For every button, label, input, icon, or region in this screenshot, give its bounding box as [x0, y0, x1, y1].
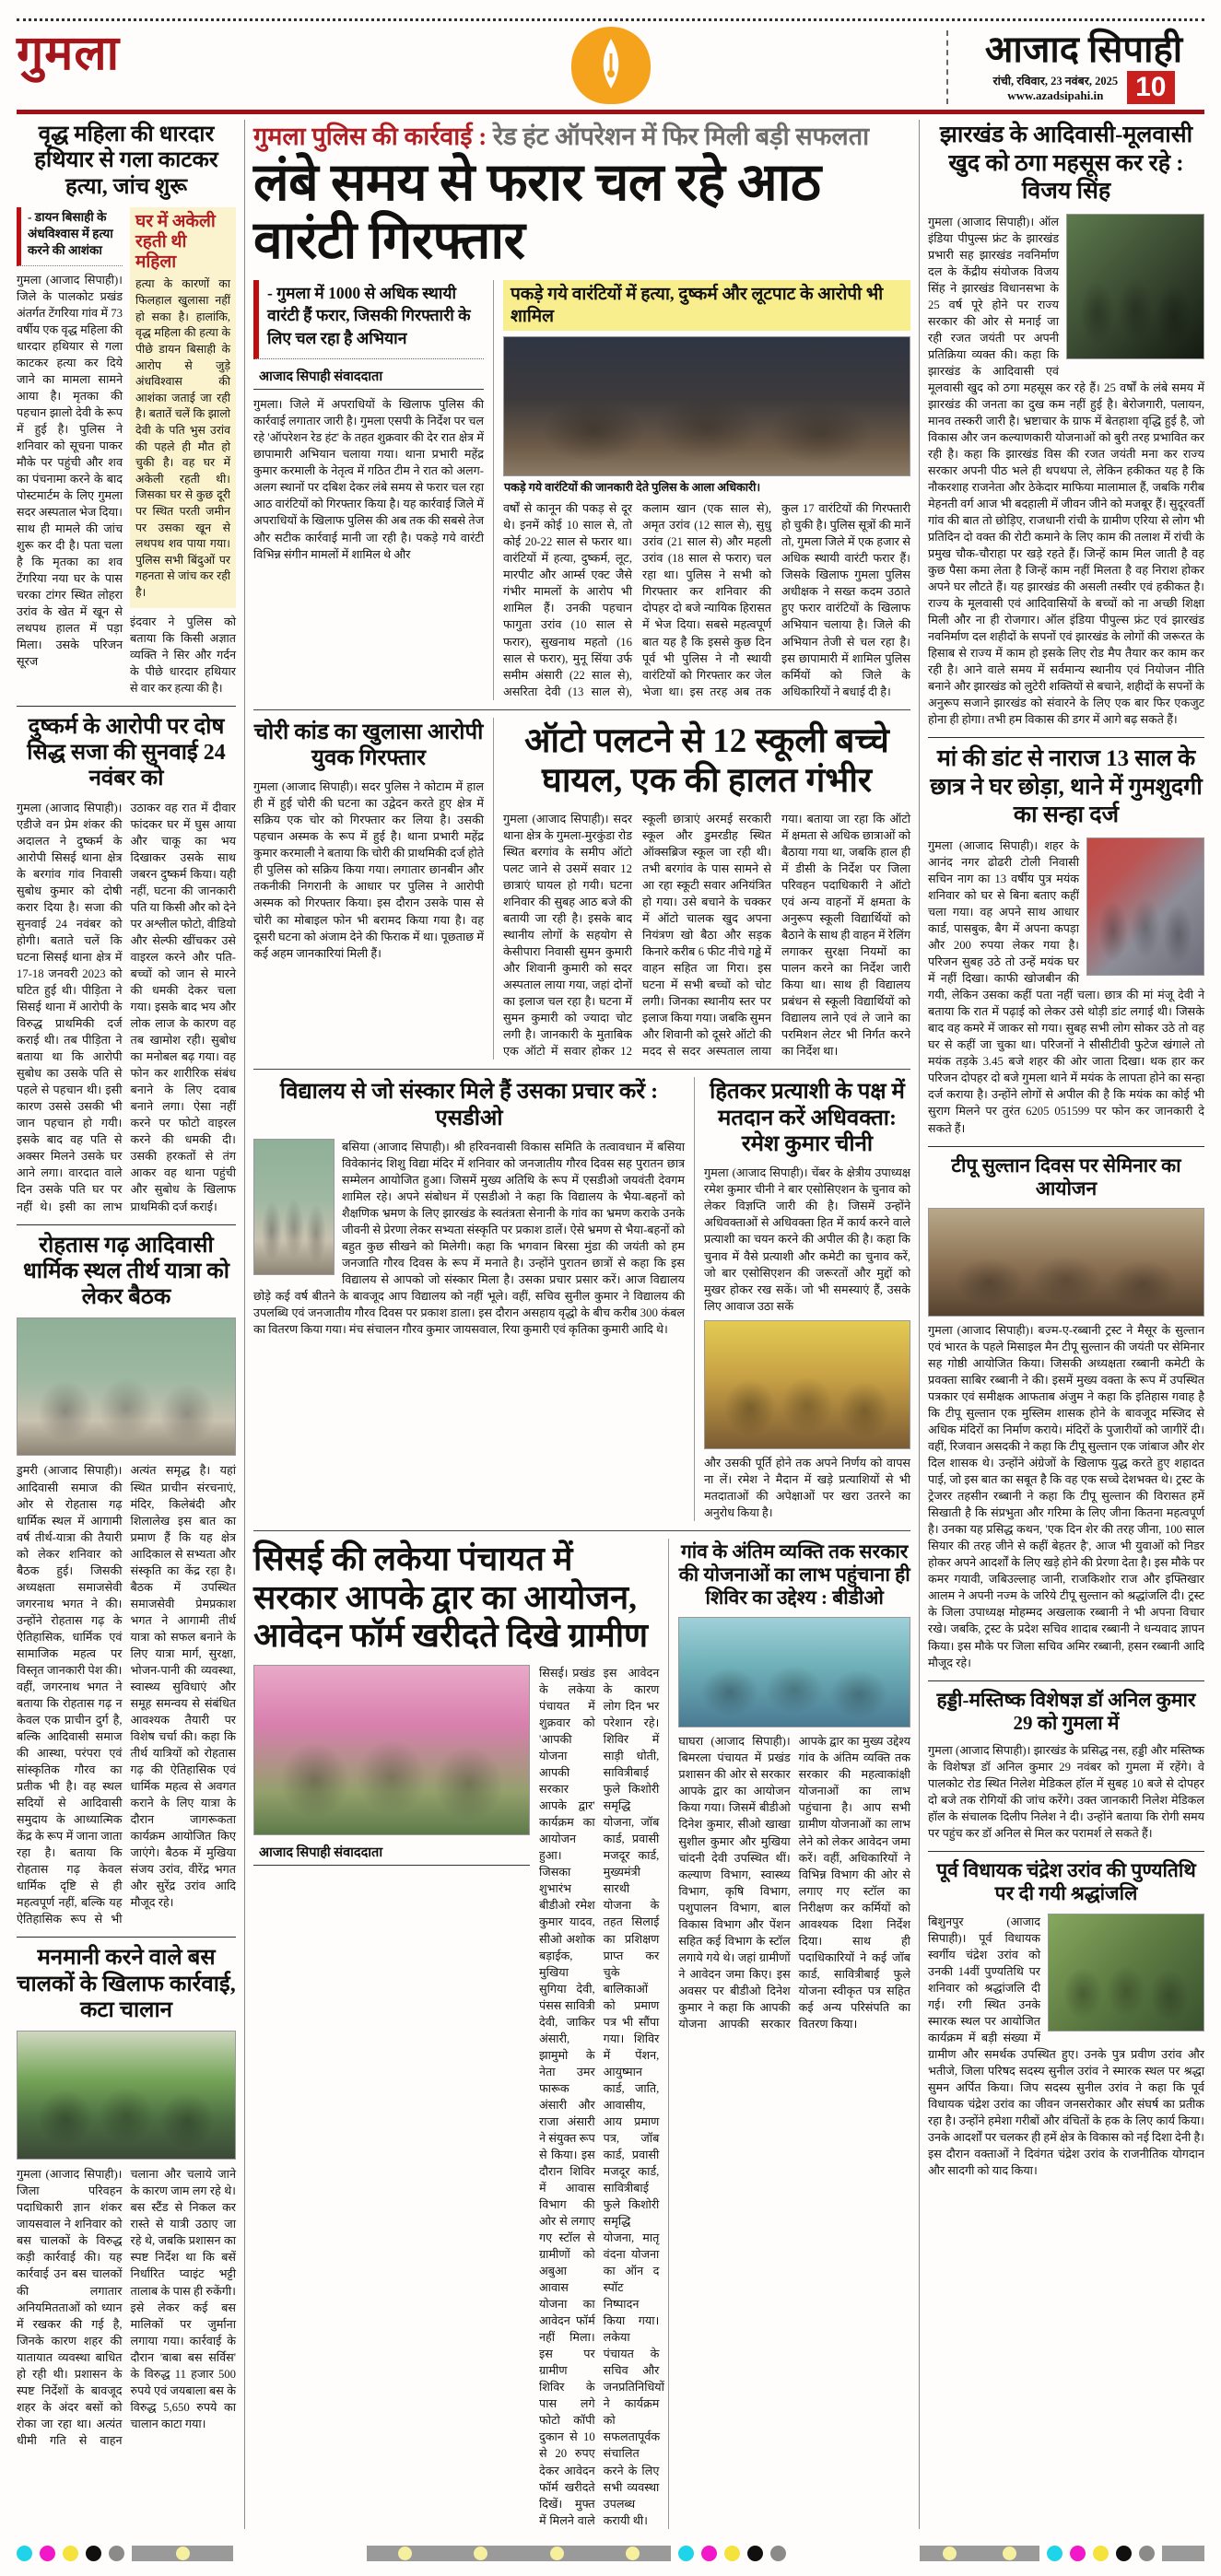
- sisai-photo-block: [253, 1665, 530, 2529]
- lead-headline: लंबे समय से फरार चल रहे आठ वारंटी गिरफ्तार: [253, 154, 821, 271]
- reg-bar-dot: [474, 2547, 487, 2560]
- article-headline: मां की डांट से नाराज 13 साल के छात्र ने घर छोड़ा, थाने में गुमशुदगी का सन्हा दर्ज: [930, 746, 1203, 828]
- logo-wrap: [571, 27, 651, 104]
- pull-quote: - गुमला में 1000 से अधिक स्थायी वारंटी हैं फरार, जिसकी गिरफ्तारी के लिए चल रहा है अभियान: [253, 280, 484, 360]
- lead-right-subcolumn: [493, 280, 910, 700]
- article-body-text: गुमला। जिले में अपराधियों के खिलाफ पुलिस की कार्रवाई लगातार जारी है। गुमला एसपी के निर्देश पर चल रहे 'ऑपरेशन रेड हंट' के तहत शुक्रवार की देर रात क्षेत्र में छापामारी अभियान चलाया गया। थाना प्रभारी महेंद्र कुमार करमाली के नेतृत्व में गठित टीम ने रात को अलग-अलग स्थानों पर दबिश देकर लंबे समय से फरार चल रहा आठ वारंटियों को गिरफ्तार किया है। यह कार्रवाई जिले में अपराधियों के खिलाफ पुलिस की अब तक की सबसे तेज और सटीक कार्रवाई मानी जा रही है। पकड़े गये वारंटी विभिन्न संगीन मामलों में शामिल थे और: [253, 398, 484, 561]
- center-row-3: [253, 1069, 910, 1520]
- article-subcol-2: [130, 207, 236, 697]
- article-headline: झारखंड के आदिवासी-मूलवासी खुद को ठगा महसूस कर रहे : विजय सिंह: [939, 123, 1193, 204]
- memorial-tribute-photo: [1048, 1914, 1204, 2032]
- reg-dot-cyan: [17, 2546, 32, 2561]
- masthead: [946, 30, 1204, 104]
- registration-marks: [0, 2538, 1221, 2576]
- article-body-text: गुमला (आजाद सिपाही)। सदर पुलिस ने कोटाम में हाल ही में हुई चोरी की घटना का उद्वेदन करते हुए क्षेत्र में सक्रिय एक चोर को गिरफ्तार कर लिया है। उसकी पहचान अस्मक के रूप में हुई है। थाना प्रभारी महेंद्र कुमार करमाली ने बताया कि चोरी की प्राथमिकी दर्ज होते ही पुलिस को सक्रिय किया गया। लगातार छानबीन और तकनीकी निगरानी के आधार पर पुलिस ने आरोपी अस्मक को गिरफ्तार किया। इस दौरान उसके पास से चोरी का मोबाइल फोन भी बरामद किया गया है। वह दूसरी घटना को अंजाम देने की फिराक में था। पूछताछ में कई अहम जानकारियां मिली हैं।: [253, 780, 484, 960]
- article-body-text: गुमला (आजाद सिपाही)। सदर थाना क्षेत्र के गुमला-मुरकुंडा रोड स्थित बरगांव के समीप ऑटो पलट जाने से उसमें सवार 12 छात्राएं घायल हो गयी। घटना शनिवार की सुबह आठ बजे की बतायी जा रही है। इसके बाद स्थानीय लोगों के सहयोग से केसीपारा निवासी सुमन कुमारी और शिवानी कुमारी को सदर अस्पताल लाया गया, जहां दोनों का इलाज चल रहा है। घटना में सुमन कुमारी को ज्यादा चोट लगी है। जानकारी के मुताबिक एक ऑटो में सवार होकर 12 स्कूली छात्राएं अरमई सरकारी स्कूल और डुमरडीह स्थित ऑक्सब्रिज स्कूल जा रही थी। तभी बरगांव के पास सामने से आ रहा स्कूटी सवार अनियंत्रित हो गया। उसे बचाने के चक्कर में ऑटो चालक खुद अपना नियंत्रण खो बैठा और सड़क किनारे करीब 6 फीट नीचे गड्ढे में वाहन सहित जा गिरा। इस घटना में सभी बच्चों को चोट लगी। जिनका स्थानीय स्तर पर इलाज किया गया। जबकि सुमन और शिवानी को दूसरे ऑटो की मदद से सदर अस्पताल लाया गया। बताया जा रहा कि ऑटो में क्षमता से अधिक छात्राओं को बैठाया गया था, जबकि हाल ही में डीसी के निर्देश पर जिला परिवहन पदाधिकारी ने ऑटो एवं अन्य वाहनों में क्षमता के अनुरूप स्कूली विद्यार्थियों को बैठाने के साथ ही वाहन में रेलिंग लगाकर सुरक्षा नियमों का पालन करने का निर्देश जारी किया था। साथ ही विद्यालय प्रबंधन से स्कूली विद्यार्थियों को विद्यालय लाने एवं ले जाने का परमिशन लेटर भी निर्गत करने का निर्देश था।: [503, 812, 910, 1059]
- reg-dot-yellow: [724, 2546, 740, 2561]
- article-headline: चोरी कांड का खुलासा आरोपी युवक गिरफ्तार: [253, 720, 484, 770]
- article-body-row: [253, 1665, 664, 2529]
- article-body-wrap: [928, 214, 1204, 729]
- school-event-photo: [253, 1139, 335, 1275]
- section-rule: [17, 1224, 236, 1225]
- ramesh-chini-portrait-photo: [704, 1320, 910, 1449]
- center-row-2: [253, 709, 910, 1060]
- reg-bar-dot: [398, 2547, 412, 2560]
- masthead-dateline: रांची, रविवार, 23 नवंबर, 2025: [992, 74, 1119, 88]
- article-auto-accident: [493, 718, 910, 1060]
- column-rule: [244, 120, 245, 2529]
- article-body-text: गुमला (आजाद सिपाही)। एडीजे वन प्रेम शंकर की अदालत ने दुष्कर्म के आरोपी सिसई थाना क्षेत्र के बरगांव गांव निवासी सुबोध कुमार को दोषी करार दिया है। सजा की सुनवाई 24 नवंबर को होगी। बताते चलें कि घटना सिसई थाना क्षेत्र में 17-18 जनवरी 2023 को घटित हुई थी। पीड़िता ने सिसई थाना में आरोपी के विरुद्ध प्राथमिकी दर्ज कराई थी। तब पीड़िता ने बताया था कि आरोपी सुबोध का उसके पति से पहले से पहचान थी। इसी कारण उससे उसकी भी जान पहचान हो गयी। इसके बाद वह पति से अक्सर मिलने उसके घर आने लगा। वारदात वाले दिन उसके पति घर पर नहीं थे। इसी का लाभ उठाकर वह रात में दीवार फांदकर घर में घुस आया और चाकू का भय दिखाकर उसके साथ जबरन दुष्कर्म किया। यही नहीं, घटना की जानकारी पति या किसी और को देने पर अश्लील फोटो, वीडियो और सेल्फी खींचकर उसे वाइरल करने और पति-बच्चों को जान से मारने की धमकी देकर चला गया। इसके बाद भय और लोक लाज के कारण वह तब खामोश रही। सुबोध का मनोबल बढ़ गया। वह फोन कर शारीरिक संबंध बनाने के लिए दवाब बनाने लगा। ऐसा नहीं करने पर फोटो वाइरल करने की धमकी दी। उसकी हरकतों से तंग आकर वह थाना पहुंची और सुबोध के खिलाफ प्राथमिकी दर्ज कराई।: [17, 801, 236, 1213]
- masthead-title: आजाद सिपाही: [984, 29, 1183, 70]
- section-rule: [928, 1851, 1204, 1852]
- article-headline: विद्यालय से जो संस्कार मिले हैं उसका प्रचार करें : एसडीओ: [279, 1080, 659, 1130]
- highlight-box-title: घर में अकेली रहती थी महिला: [135, 211, 216, 272]
- bus-action-photo: [17, 2031, 236, 2160]
- article-theft-arrest: [253, 718, 484, 1060]
- warranty-arrests-photo: [503, 336, 910, 476]
- page-number-badge: 10: [1127, 71, 1174, 104]
- article-headline: रोहतास गढ़ आदिवासी धार्मिक स्थल तीर्थ यात्रा को लेकर बैठक: [23, 1233, 229, 1310]
- article-headline: टीपू सुल्तान दिवस पर सेमिनार का आयोजन: [951, 1153, 1181, 1200]
- article-headline: सिसई की लकेया पंचायत में सरकार आपके द्वार का आयोजन, आवेदन फॉर्म खरीदते दिखे ग्रामीण: [253, 1540, 649, 1655]
- reg-dot-cyan: [1047, 2546, 1063, 2561]
- article-subcol-1: [17, 207, 123, 697]
- section-rule: [17, 1937, 236, 1938]
- article-subhead: - डायन बिसाही के अंधविश्वास में हत्या करने की आशंका: [17, 207, 123, 266]
- article-body-text: इंदवार ने पुलिस को बताया कि किसी अज्ञात व्यक्ति ने सिर और गर्दन के पीछे धारदार हथियार से वार कर हत्या की है।: [130, 615, 236, 695]
- page-header: [0, 21, 1221, 108]
- byline: आजाद सिपाही संवाददाता: [253, 365, 484, 390]
- article-sisai-camp: [253, 1539, 664, 2529]
- article-rohtas-meeting: [17, 1233, 236, 1928]
- article-body-text: घाघरा (आजाद सिपाही)। बिमरला पंचायत में प्रखंड प्रशासन की ओर से सरकार आपके द्वार का आयोजन किया गया। जिसमें बीडीओ दिनेश कुमार, सीओ खाखा सुशील कुमार और मुखिया चांदनी देवी उपस्थित थीं। कल्याण विभाग, स्वास्थ्य विभाग, कृषि विभाग, पशुपालन विभाग, बाल विकास विभाग और पेंशन सहित कई विभाग के स्टॉल लगाये गये थे। जहां ग्रामीणों ने आवेदन जमा किए। इस अवसर पर बीडीओ दिनेश कुमार ने कहा कि आपकी योजना आपकी सरकार आपके द्वार का मुख्य उद्देश्य गांव के अंतिम व्यक्ति तक सरकार की महत्वाकांक्षी योजनाओं का लाभ पहुंचाना है। आप सभी ग्रामीण योजनाओं का लाभ लेने को लेकर आवेदन जमा करें। वहीं, अधिकारियों ने विभिन्न विभाग की ओर से लगाए गए स्टॉल का निरीक्षण कर कर्मियों को आवश्यक दिशा निर्देश दिया। साथ ही पदाधिकारियों ने कई जॉब कार्ड, सावित्रीबाई फुले योजना स्वीकृत पत्र सहित कई अन्य परिसंपति का वितरण किया।: [678, 1735, 910, 2031]
- article-headline: दुष्कर्म के आरोपी पर दोष सिद्ध सजा की सुनवाई 24 नवंबर को: [27, 714, 226, 791]
- article-headline: हितकर प्रत्याशी के पक्ष में मतदान करें अधिवक्ता: रमेश कुमार चीनी: [710, 1080, 905, 1157]
- section-rule: [928, 1680, 1204, 1681]
- article-headline: ऑटो पलटने से 12 स्कूली बच्चे घायल, एक की हालत गंभीर: [524, 721, 889, 801]
- left-column: [17, 120, 236, 2529]
- section-rule: [17, 706, 236, 707]
- reg-bar: [1162, 2546, 1204, 2561]
- pen-nib-logo-icon: [571, 27, 651, 104]
- ghaghra-camp-photo: [678, 1617, 910, 1727]
- reg-dot-yellow: [1093, 2546, 1109, 2561]
- article-advocate-appeal: [694, 1077, 910, 1520]
- article-chandresh-tribute: [928, 1859, 1204, 2179]
- vijay-singh-photo: [1066, 214, 1204, 359]
- article-body-row: [17, 207, 236, 697]
- reg-dot-black: [1116, 2546, 1132, 2561]
- kicker-label: गुमला पुलिस की कार्रवाई :: [253, 123, 487, 150]
- article-missing-student: [928, 745, 1204, 1136]
- section-rule: [928, 737, 1204, 738]
- reg-bar: [920, 2546, 1039, 2561]
- article-old-woman-murder: [17, 122, 236, 697]
- pen-nib-glyph: [591, 37, 631, 94]
- reg-dot-cyan: [678, 2546, 694, 2561]
- reg-bar-dot: [176, 2547, 190, 2560]
- article-body-text: गुमला (आजाद सिपाही)। शहर के आनंद नगर ढोढरी टोली निवासी सचिन नाग का 13 वर्षीय पुत्र मयंक शनिवार को घर से बिना बताए कहीं चला गया। वह अपने साथ आधार कार्ड, पासबुक, बैग में अपना कपड़ा और 200 रुपया लेकर गया है। परिजन सुबह उठे तो उन्हें मयंक घर में नहीं दिखा। काफी खोजबीन की गयी, लेकिन उसका कहीं पता नहीं चला। छात्र की मां मंजू देवी ने बताया कि रात में पढ़ाई को लेकर उसे थोड़ी डांट लगाई थी। जिसके बाद वह कमरे में जाकर सो गया। सुबह सभी लोग सोकर उठे तो वह घर से कहीं जा चुका था। परिजनों ने सीसीटीवी फुटेज खंगाले तो मयंक तड़के 3.45 बजे शहर की ओर जाता दिखा। थक हार कर परिजन दोपहर दो बजे गुमला थाने में मयंक के लापता होने का सन्हा दर्ज कराया है। उन्होंने लोगों से अपील की है कि मयंक का कोई भी सुराग मिलने पर तुरंत 6205 051599 पर फोन कर जानकारी दे सकते हैं।: [928, 838, 1204, 1135]
- article-rape-verdict: [17, 714, 236, 1215]
- article-body-text: गुमला (आजाद सिपाही)। बज्म-ए-रब्बानी ट्रस्ट ने मैसूर के सुल्तान एवं भारत के पहले मिसाइल मैन टीपू सुल्तान की जयंती पर सेमिनार सह गोष्ठी आयोजित किया। जिसकी अध्यक्षता रब्बानी कमेटी के प्रवक्ता साबिर रब्बानी ने की। इसमें मुख्य वक्ता के रूप में उपस्थित पत्रकार एवं समीक्षक आफताब अंजुम ने कहा कि इतिहास गवाह है कि टीपू सुल्तान एक मुस्लिम शासक होने के बावजूद मस्जिद से अधिक मंदिरों का निर्माण कराये। मंदिरों के पुजारीयों को जागीरें दी। वहीं, रिजवान असदकी ने कहा कि टीपू सुल्तान एक जांबाज और शेर दिल शासक थे। उन्होंने अंग्रेजों के खिलाफ युद्ध करते हुए शहादत पाई, जो इस बात का सबूत है कि वह एक सच्चे देशभक्त थे। ट्रस्ट के ट्रेजरर तहसीन रब्बानी ने कहा कि टीपू सुल्तान की विरासत हमें सिखाती है कि संप्रभुता और गरिमा के लिए जीना कितना महत्वपूर्ण है। उनका यह प्रसिद्ध कथन, 'एक दिन शेर की तरह जीना, 100 साल सियार की तरह जीने से कहीं बेहतर है', आज भी युवाओं को निडर होकर अपने आदर्शों के लिए खड़े होने की प्रेरणा देता है। इस मौके पर कमर गयावी, जबिउल्लाह जानी, राजकिशोर राज और इफ्तिखार आलम ने अपनी नज्म के जरिये टीपू सुल्तान को श्रद्धांजलि दी। ट्रस्ट के जिला उपाध्यक्ष मोहम्मद अखलाक रब्बानी ने भी अपना विचार रखे। जबकि, ट्रस्ट के प्रदेश सचिव शादाब रब्बानी ने धन्यवाद ज्ञापन किया। इस मौके पर जिला सचिव अमिर रब्बानी, हसन रब्बानी आदि मौजूद रहे।: [928, 1323, 1204, 1669]
- center-row-4: [253, 1530, 910, 2529]
- article-body-text: और उसकी पूर्ति होने तक अपने निर्णय को वापस ना लें। रमेश ने मैदान में खड़े प्रत्याशियों से भी मतदाताओं की अपेक्षाओं पर खरा उतरने का अनुरोध किया है।: [704, 1456, 910, 1519]
- reg-dot-gray: [109, 2546, 124, 2561]
- column-rule: [919, 120, 920, 2529]
- reg-bar-dot: [626, 2547, 640, 2560]
- reg-dot-black: [747, 2546, 763, 2561]
- reg-bar: [367, 2546, 671, 2561]
- highlight-box: [130, 207, 236, 608]
- tipu-seminar-photo: [928, 1208, 1204, 1317]
- reg-dot-black: [86, 2546, 101, 2561]
- kicker-text: रेड हंट ऑपरेशन में फिर मिली बड़ी सफलता: [493, 123, 870, 150]
- article-headline: पूर्व विधायक चंद्रेश उरांव की पुण्यतिथि पर दी गयी श्रद्धांजलि: [936, 1859, 1196, 1905]
- article-headline: मनमानी करने वाले बस चालकों के खिलाफ कार्रवाई, कटा चालान: [17, 1946, 236, 2022]
- right-column: [928, 120, 1204, 2529]
- article-body-wrap: [928, 1914, 1204, 2180]
- article-tipu-seminar: [928, 1154, 1204, 1671]
- reg-dot-yellow: [63, 2546, 78, 2561]
- article-headline: वृद्ध महिला की धारदार हथियार से गला काटकर हत्या, जांच शुरू: [34, 123, 218, 199]
- article-warranty-arrests: [253, 122, 910, 700]
- reg-bar-dot: [550, 2547, 564, 2560]
- article-doctor-visit: [928, 1689, 1204, 1843]
- article-body-wrap: [253, 1139, 685, 1338]
- masthead-dateline-block: [992, 73, 1118, 103]
- photo-caption: पकड़े गये वारंटियों की जानकारी देते पुलिस के आला अधिकारी।: [504, 481, 761, 495]
- article-school-values: [253, 1077, 685, 1520]
- missing-boy-photo: [1086, 837, 1204, 976]
- article-body-text: गुमला (आजाद सिपाही)। चेंबर के क्षेत्रीय उपाध्यक्ष रमेश कुमार चीनी ने बार एसोसिएशन के चुनाव को लेकर विज्ञप्ति जारी की है। जिसमें उन्होंने अधिवक्ताओं से अधिवक्ता हित में कार्य करने वाले प्रत्याशी का चयन करने की अपील की है। कहा कि चुनाव में वैसे प्रत्याशी और कमेटी का चुनाव करें, जो बार एसोसिएशन की जरूरतों और मुद्दों को मुखर होकर रख सकें। जो भी समस्याएं हैं, उसके लिए आवाज उठा सकें: [704, 1166, 910, 1313]
- byline: आजाद सिपाही संवाददाता: [253, 1841, 530, 1866]
- article-body-text: डुमरी (आजाद सिपाही)। आदिवासी समाज की ओर से रोहतास गढ़ धार्मिक स्थल में आगामी वर्ष तीर्थ-यात्रा की तैयारी को लेकर शनिवार को बैठक हुई। जिसकी अध्यक्षता समाजसेवी जगरनाथ भगत ने की। उन्होंने रोहतास गढ़ के ऐतिहासिक, धार्मिक एवं सामाजिक महत्व पर विस्तृत जानकारी पेश की। वहीं, जगरनाथ भगत ने बताया कि रोहतास गढ़ न केवल एक प्राचीन दुर्ग है, बल्कि आदिवासी समाज की आस्था, परंपरा एवं सांस्कृतिक गौरव का प्रतीक भी है। वह स्थल सदियों से आदिवासी समुदाय के आध्यात्मिक केंद्र के रूप में जाना जाता रहा है। बताया कि रोहतास गढ़ केवल धार्मिक दृष्टि से ही महत्वपूर्ण नहीं, बल्कि यह ऐतिहासिक रूप से भी अत्यंत समृद्ध है। यहां स्थित प्राचीन संरचनाएं, मंदिर, किलेबंदी और शिलालेख इस बात का प्रमाण हैं कि यह क्षेत्र आदिकाल से सभ्यता और संस्कृति का केंद्र रहा है। बैठक में उपस्थित समाजसेवी प्रेमप्रकाश भगत ने आगामी तीर्थ यात्रा को सफल बनाने के लिए यात्रा मार्ग, सुरक्षा, भोजन-पानी की व्यवस्था, स्वास्थ्य सुविधाएं और समूह समन्वय से संबंधित आवश्यक तैयारी पर विशेष चर्चा की। कहा कि तीर्थ यात्रियों को रोहतास गढ़ की ऐतिहासिक एवं धार्मिक महत्व से अवगत कराने के लिए यात्रा के दौरान जागरूकता कार्यक्रम आयोजित किए जाएंगे। बैठक में मुखिया संजय उरांव, वीरेंद्र भगत और सुरेंद्र उरांव आदि मौजूद रहे।: [17, 1464, 236, 1926]
- article-headline: गांव के अंतिम व्यक्ति तक सरकार की योजनाओं का लाभ पहुंचाना ही शिविर का उद्देश्य : बीडीओ: [678, 1540, 910, 1610]
- article-body-text: वर्षों से कानून की पकड़ से दूर थे। इनमें कोई 10 साल से, तो कोई 20-22 साल से फरार था। वारंटियों में हत्या, दुष्कर्म, लूट, मारपीट और आर्म्स एक्ट जैसे गंभीर मामलों के आरोप भी शामिल हैं। उनकी पहचान फागुता उरांव (10 साल से फरार), सुखनाथ महतो (16 साल से फरार), मुनू सिंया उर्फ समीम अंसारी (22 साल से), असरिता देवी (13 साल से), कलाम खान (एक साल से), अमृत उरांव (12 साल से), सुधु उरांव (21 साल से) और महली उरांव (18 साल से फरार) चल रहा था। पुलिस ने सभी को गिरफ्तार कर शनिवार की दोपहर दो बजे न्यायिक हिरासत में भेज दिया। सबसे महत्वपूर्ण बात यह है कि इससे कुछ दिन पूर्व भी पुलिस ने नौ स्थायी वारंटियों को गिरफ्तार कर जेल भेजा था। इस तरह अब तक कुल 17 वारंटियों की गिरफ्तारी हो चुकी है। पुलिस सूत्रों की मानें तो, गुमला जिले में एक हजार से अधिक स्थायी वारंटी फरार हैं। जिसके खिलाफ गुमला पुलिस अधीक्षक ने सख्त कदम उठाते हुए फरार वारंटियों के खिलाफ अभियान चलाया है। जिले की अभियान तेजी से चल रहा है। इस छापामारी में शामिल पुलिस कर्मियों को जिले के अधिकारियों ने बधाई दी है।: [503, 502, 910, 698]
- reg-dot-magenta: [1070, 2546, 1086, 2561]
- reg-dot-gray: [770, 2546, 786, 2561]
- article-vijay-singh: [928, 122, 1204, 728]
- reg-dot-magenta: [40, 2546, 55, 2561]
- edition-city: गुमला: [17, 28, 121, 80]
- masthead-subline: [963, 71, 1204, 104]
- article-village-camp: [668, 1539, 910, 2529]
- article-body-text: बिशुनपुर (आजाद सिपाही)। पूर्व विधायक स्वर्गीय चंद्रेश उरांव को उनकी 14वीं पुण्यतिथि पर शनिवार को श्रद्धांजलि दी गई। रगी स्थित उनके स्मारक स्थल पर आयोजित कार्यक्रम में बड़ी संख्या में ग्रामीण और समर्थक उपस्थित हुए। उनके पुत्र प्रवीण उरांव और भतीजे, जिला परिषद सदस्य सुनील उरांव ने स्मारक स्थल पर श्रद्धा सुमन अर्पित किया। जिप सदस्य सुनील उरांव ने कहा कि पूर्व विधायक चंद्रेश उरांव का जीवन जनसरोकार और संघर्ष का प्रतीक रहा है। उन्होंने हमेशा गरीबों और वंचितों के हक के लिए कार्य किया। उनके आदर्शों पर चलकर ही हमें क्षेत्र के विकास को नई दिशा देनी है। इस दौरान वक्ताओं ने दिवंगत चंद्रेश उरांव के राजनीतिक योगदान और सादगी को याद किया।: [928, 1914, 1204, 2177]
- rohtas-meeting-photo: [17, 1317, 236, 1456]
- center-column: [253, 120, 910, 2529]
- highlight-strip: पकड़े गये वारंटियों में हत्या, दुष्कर्म और लूटपाट के आरोपी भी शामिल: [503, 280, 910, 332]
- lead-body-row: [253, 280, 910, 700]
- article-bus-challan: [17, 1945, 236, 2448]
- reg-bar-dot: [1003, 2547, 1016, 2560]
- article-kicker: [253, 122, 910, 151]
- reg-bar-dot: [943, 2547, 957, 2560]
- article-body-text: बसिया (आजाद सिपाही)। श्री हरिवनवासी विकास समिति के तत्वावधान में बसिया विवेकानंद शिशु विद्या मंदिर में शनिवार को जनजातीय गौरव दिवस सह पुरातन छात्र सम्मेलन आयोजित हुआ। जिसमें मुख्य अतिथि के रूप में एसडीओ जयवंती देवगम शामिल रहे। अपने संबोधन में एसडीओ ने कहा कि विद्यालय के भैया-बहनों को शैक्षणिक भ्रमण के लिए झारखंड के स्वतंत्रता सेनानी के गांव का भ्रमण कराके उनके जीवनी से प्रेरणा लेकर सभ्यता संस्कृति पर प्रकाश डालें। ऐसे भ्रमण से भैया-बहनों को बहुत कुछ सीखने को मिलेगी। कहा कि भगवान बिरसा मुंडा की जयंती को हम जनजाति गौरव दिवस के रूप में मनाते है। उन्होंने पुरातन छात्रों से कहा कि इस विद्यालय से आपको जो संस्कार मिला है। उसका प्रचार प्रसार करें। आज विद्यालय छोड़े कई वर्ष बीतने के बावजूद आप विद्यालय को नहीं भूले। वहीं, सचिव सुनील कुमार ने विद्यालय की उपलब्धि एवं जनजातीय गौरव दिवस पर प्रकाश डाला। इस दौरान असहाय वृद्धो के बीच करीब 300 कंबल का वितरण किया गया। मंच संचालन गौरव कुमार जायसवाल, रिया कुमारी एवं कृतिका कुमारी आदि थे।: [253, 1141, 685, 1337]
- sisai-camp-photo: [253, 1665, 530, 1835]
- reg-dot-gray: [1139, 2546, 1155, 2561]
- highlight-box-body: हत्या के कारणों का फिलहाल खुलासा नहीं हो सका है। हालांकि, वृद्ध महिला की हत्या के पीछे डायन बिसाही के आरोप से जुड़े अंधविश्वास की आशंका जताई जा रही है। बतातें चलें कि झालो देवी के पति भुस उरांव की पहले ही मौत हो चुकी है। वह घर में अकेली रहती थी। जिसका घर से कुछ दूरी पर स्थित परती जमीन पर उसका खून से लथपथ शव पाया गया। पुलिस सभी बिंदुओं पर गहनता से जांच कर रही है।: [135, 277, 230, 600]
- article-body-wrap: [928, 837, 1204, 1137]
- section-rule: [928, 1146, 1204, 1147]
- masthead-website: www.azadsipahi.in: [1007, 88, 1104, 102]
- article-body-text: गुमला (आजाद सिपाही)। जिले के पालकोट प्रखंड अंतर्गत टेंगरिया गांव में 73 वर्षीय एक वृद्ध महिला की धारदार हथियार से गला काटकर हत्या कर दिये जाने का मामला सामने आया है। मृतका की पहचान झालो देवी के रूप में हुई है। पुलिस ने शनिवार को सूचना पाकर मौके पर पहुंची और शव का पंचनामा करने के बाद पोस्टमार्टम के लिए गुमला सदर अस्पताल भेज दिया। साथ ही मामले की जांच शुरू कर दी है। पता चला है कि मृतका का शव टेंगरिया नया घर के पास चरका टांगर स्थित लोहरा उरांव के खेत में खून से लथपथ हालत में पड़ा मिला। उसके परिजन सूरज: [17, 273, 123, 669]
- article-body-text: गुमला (आजाद सिपाही)। झारखंड के प्रसिद्ध नस, हड्डी और मस्तिष्क के विशेषज्ञ डॉ अनिल कुमार 29 नवंबर को गुमला में रहेंगे। वे पालकोट रोड स्थित निलेश मेडिकल हॉल में सुबह 10 बजे से दोपहर दो बजे तक रोगियों की जांच करेंगे। उक्त जानकारी निलेश मेडिकल हॉल के संचालक दिलीप निलेश ने दी। उन्होंने बताया कि रोगी समय पर पहुंच कर डॉ अनिल से मिल कर परामर्श ले सकते हैं।: [928, 1743, 1204, 1841]
- article-headline: हड्डी-मस्तिष्क विशेषज्ञ डॉ अनिल कुमार 29 को गुमला में: [936, 1688, 1196, 1734]
- content-grid: [0, 114, 1221, 2538]
- lead-left-subcolumn: [253, 280, 484, 700]
- article-body-text: गुमला (आजाद सिपाही)। जिला परिवहन पदाधिकारी ज्ञान शंकर जायसवाल ने शनिवार को बस चालकों के विरुद्ध कड़ी कार्रवाई की। यह कार्रवाई उन बस चालकों की लगातार अनियमितताओं को ध्यान में रखकर की गई है, जिनके कारण शहर की यातायात व्यवस्था बाधित हो रही थी। प्रशासन के स्पष्ट निर्देशों के बावजूद शहर के अंदर बसों को रोका जा रहा था। अत्यंत धीमी गति से वाहन चलाना और चलाये जाने के कारण जाम लग रहे थे। बस स्टैंड से निकल कर रास्ते से यात्री उठाए जा रहे थे, जबकि प्रशासन का स्पष्ट निर्देश था कि बसें निर्धारित प्वाइंट भट्टी तालाब के पास ही रुकेंगी। इसे लेकर कई बस मालिकों पर जुर्माना लगाया गया। कार्रवाई के दौरान 'बाबा बस सर्विस' के विरुद्ध 11 हजार 500 रुपये एवं जयबाला बस के विरुद्ध 5,650 रुपये का चालान काटा गया।: [17, 2168, 236, 2447]
- article-body-text: गुमला (आजाद सिपाही)। ऑल इंडिया पीपुल्स फ्रंट के झारखंड प्रभारी सह झारखंड नवनिर्माण दल के केंद्रीय संयोजक विजय सिंह ने झारखंड विधानसभा के 25 वर्ष पूरे होने पर राज्य सरकार की ओर से मनाई जा रही रजत जयंती पर अपनी प्रतिक्रिया व्यक्त की। कहा कि झारखंड के आदिवासी एवं मूलवासी खुद को ठगा महसूस कर रहे हैं। 25 वर्षों के लंबे समय में झारखंड की जनता का दुख कम नहीं हुई है। बेरोजगारी, पलायन, मानव तस्करी जारी है। भ्रष्टाचार के ग्राफ में बेतहाशा वृद्धि हुई है, जो विकास और जन कल्याणकारी योजनाओं को बुरी तरह प्रभावित कर रही है। कहा कि झारखंड विस की रजत जयंती मना कर राज्य सरकार अपनी पीठ भले ही थपथपा ले, लेकिन हकीकत यह है कि नौकरशाह राजनेता और ठेकेदार माफिया मालामाल हैं, जबकि गरीब मेहनती वर्ग आज भी बदहाली में जीवन जीने को मजबूर हैं। सुदूरवर्ती गांव की बात तो छोड़िए, राजधानी रांची के ग्रामीण एरिया से लोग भी प्रतिदिन दो वक्त की रोटी कमाने के लिए काम की तलाश में रांची के प्रमुख चौक-चौराहा पर खड़े रहते हैं। जिन्हें काम मिल जाती है वह कुछ पैसा कमा लेता है जिन्हें काम नहीं मिलता है वह निराश होकर अपने घर लौटते हैं। यह झारखंड की असली तस्वीर एवं हकीकत है। राज्य के मूलवासी एवं आदिवासियों के बच्चों को ना अच्छी शिक्षा मिली और ना ही रोजगार। ऑल इंडिया पीपुल्स फ्रंट एवं झारखंड नवनिर्माण दल शहीदों के सपनों एवं झारखंड के लोगों की जरूरत के हिसाब से राज्य में काम हो इसके लिए रोड मैप तैयार कर काम कर रही है। आने वाले समय में सर्वमान्य स्थानीय एवं नियोजन नीति बनाने और झारखंड को लुटेरी शक्तियों से बचाने, शहीदों के सपनों के अनुरूप सजाने झारखंड को संवारने के लिए एक बार फिर एकजुट होना ही होगा। तभी हम विकास की डगर में आगे बढ़ सकते हैं।: [928, 215, 1204, 727]
- reg-bar: [132, 2546, 233, 2561]
- article-body-text: सिसई। प्रखंड के लकेया पंचायत में शुक्रवार को 'आपकी योजना आपकी सरकार आपके द्वार' कार्यक्रम का आयोजन हुआ। जिसका शुभारंभ बीडीओ रमेश कुमार यादव, सीओ अशोक बड़ाईक, मुखिया सुगिया देवी, पंसस सावित्री देवी, जाकिर अंसारी, झामुमो के नेता उमर फारूक अंसारी और राजा अंसारी ने संयुक्त रूप से किया। इस दौरान शिविर में आवास विभाग की ओर से लगाए गए स्टॉल से ग्रामीणों को अबुआ आवास योजना का आवेदन फॉर्म नहीं मिला। इस पर ग्रामीण शिविर के पास लगे फोटो कॉपी दुकान से 10 से 20 रुपए देकर आवेदन फॉर्म खरीदते दिखें। मुफ्त में मिलने वाले इस आवेदन के कारण लोग दिन भर परेशान रहे। शिविर में साड़ी धोती, सावित्रीबाई फुले किशोरी समृद्धि योजना, जॉब कार्ड, प्रवासी मजदूर कार्ड, मुख्यमंत्री सारथी योजना के तहत सिलाई का प्रशिक्षण प्राप्त कर चुके बालिकाओं को प्रमाण पत्र भी सौंपा गया। शिविर में पेंशन, आयुष्मान कार्ड, जाति, आवासीय, आय प्रमाण पत्र, जॉब कार्ड, प्रवासी मजदूर कार्ड, सावित्रीबाई फुले किशोरी समृद्धि योजना, मातृ वंदना योजना का ऑन द स्पॉट निष्पादन किया गया। लकेया पंचायत के सचिव और जनप्रतिनिधियों ने कार्यक्रम को सफलतापूर्वक संचालित करने के लिए सभी व्यवस्था उपलब्ध करायी थी।: [539, 1667, 664, 2527]
- reg-dot-magenta: [701, 2546, 717, 2561]
